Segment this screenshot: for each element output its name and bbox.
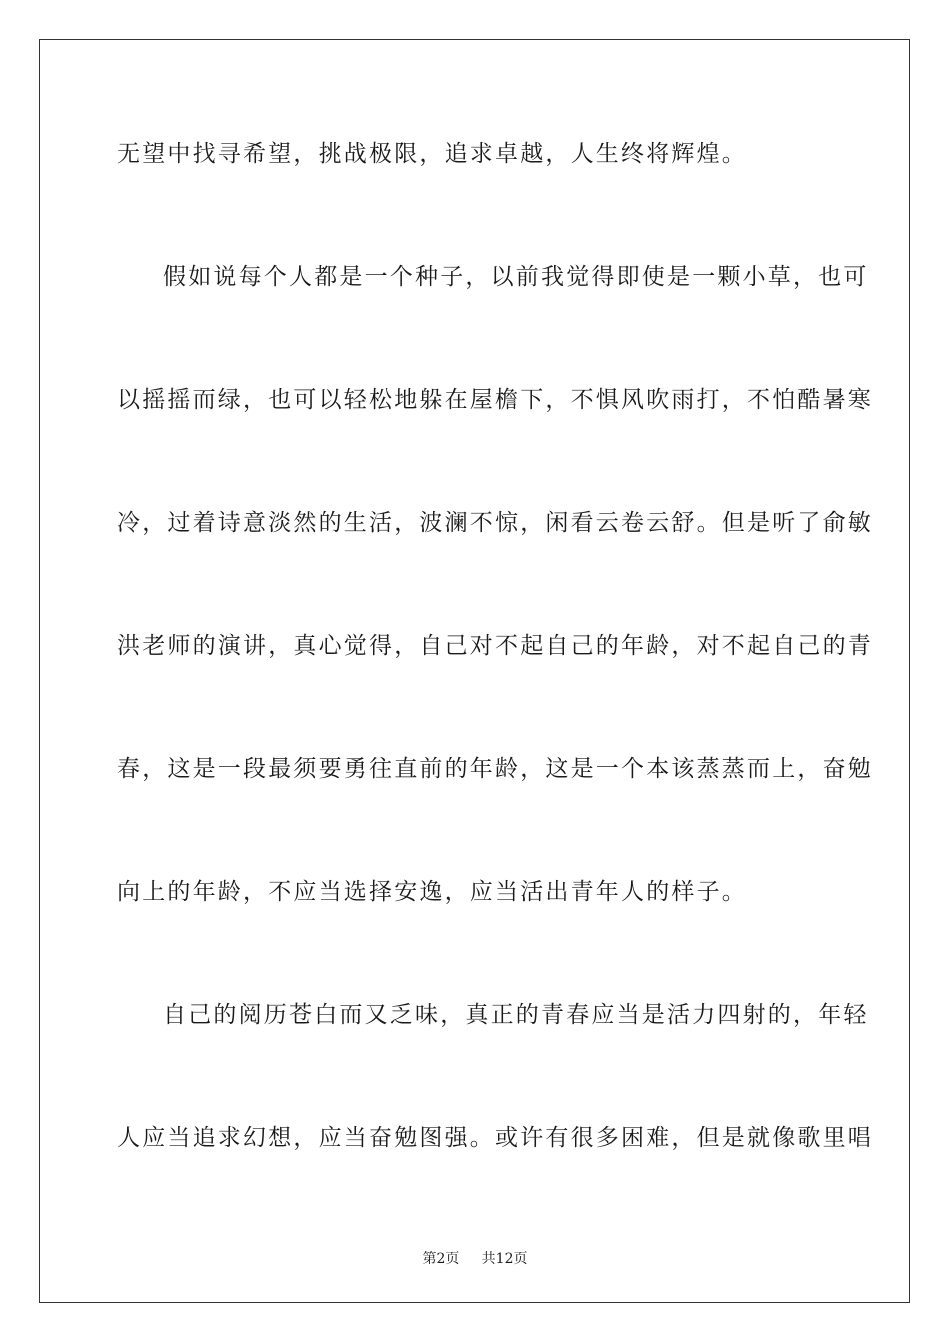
text-line-5: 洪老师的演讲，真心觉得，自己对不起自己的年龄，对不起自己的青: [117, 633, 873, 659]
text-line-1: 无望中找寻希望，挑战极限，追求卓越，人生终将辉煌。: [117, 141, 747, 167]
page-footer: [0, 1248, 950, 1268]
text-line-4: 冷，过着诗意淡然的生活，波澜不惊，闲看云卷云舒。但是听了俞敏: [117, 510, 873, 536]
page-number: 第2页: [422, 1251, 460, 1267]
text-line-7: 向上的年龄，不应当选择安逸，应当活出青年人的样子。: [117, 879, 747, 905]
text-line-6: 春，这是一段最须要勇往直前的年龄，这是一个本该蒸蒸而上，奋勉: [117, 756, 873, 782]
page-border: [39, 39, 910, 1303]
text-line-9: 人应当追求幻想，应当奋勉图强。或许有很多困难，但是就像歌里唱: [117, 1125, 873, 1151]
page-total: 共12页: [481, 1251, 528, 1267]
text-line-2: 假如说每个人都是一个种子，以前我觉得即使是一颗小草，也可: [163, 264, 869, 290]
text-line-8: 自己的阅历苍白而又乏味，真正的青春应当是活力四射的，年轻: [163, 1002, 869, 1028]
text-line-3: 以摇摇而绿，也可以轻松地躲在屋檐下，不惧风吹雨打，不怕酷暑寒: [117, 387, 873, 413]
